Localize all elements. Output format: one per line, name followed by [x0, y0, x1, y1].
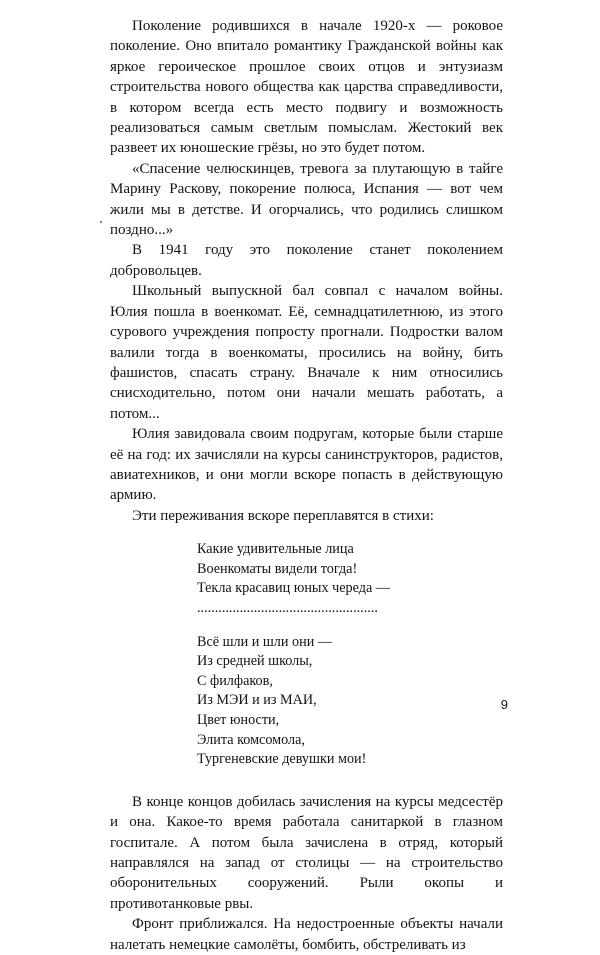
poem-line: Цвет юности,: [197, 711, 280, 728]
poem-line: С филфаков,: [197, 672, 273, 689]
paragraph-poem-intro: Эти переживания вскоре переплавятся в стихи:: [132, 507, 434, 524]
paragraph-quote-chelyuskin: «Спасение челюскинцев, тревога за плутающую в тайге Марину Раскову, покорение полюса, Испания — вот чем жили мы в детстве. И огорчались, что родились слишком поздно...»: [110, 160, 503, 239]
paragraph-envy-friends: Юлия завидовала своим подругам, которые были старше её на год: их зачисляли на курсы санинструкторов, радистов, авиатехников, и они могли вскоре попасть в действующую армию.: [110, 426, 503, 504]
paragraph-front-approaching: Фронт приближался. На недостроенные объекты начали налетать немецкие самолёты, бомбить, обстреливать из: [110, 916, 503, 953]
poem-line: Военкоматы видели тогда!: [197, 560, 358, 577]
poem-line: Из МЭИ и из МАИ,: [197, 692, 317, 709]
poem-ellipsis-line: ...................................................: [197, 599, 378, 616]
paragraph-graduation-ball: Школьный выпускной бал совпал с началом войны. Юлия пошла в военкомат. Её, семнадцатилетнюю, из этого сурового учреждения попросту прогнали. Подростки валом валили тогда в военкоматы, просились на войну, бить фашистов, спасать страну. Вначале к ним относились снисходительно, потом они начали мешать работать, а потом...: [110, 283, 503, 422]
poem-line: Элита комсомола,: [197, 731, 305, 748]
poem-line: Из средней школы,: [197, 653, 313, 670]
poem-line: Тургеневские девушки мои!: [197, 751, 367, 768]
poem-line: Всё шли и шли они —: [197, 633, 333, 650]
page-number: 9: [500, 697, 508, 712]
poem: [197, 540, 503, 770]
paragraph-generation-1920s: Поколение родившихся в начале 1920-х — роковое поколение. Оно впитало романтику Гражданской войны как яркое героическое прошлое своих отцов и энтузиазм строительства нового общества как царства справедливости, в котором всегда есть место подвигу и возможность реализоваться самым светлым помыслам. Жестокий век развеет их юношеские грёзы, но это будет потом.: [110, 18, 503, 157]
page-body: [110, 16, 503, 955]
paragraph-nurse-courses: В конце концов добилась зачисления на курсы медсестёр и она. Какое-то время работала санитаркой в глазном госпитале. А потом была зачислена в отряд, который направлялся на запад от столицы — на строительство оборонительных сооружений. Рыли окопы и противотанковые рвы.: [110, 793, 503, 912]
poem-line: Текла красавиц юных череда —: [197, 580, 390, 597]
scan-speck: [100, 221, 102, 223]
paragraph-1941-volunteers: В 1941 году это поколение станет поколением добровольцев.: [110, 242, 503, 279]
poem-line: Какие удивительные лица: [197, 541, 354, 558]
stanza-gap: [197, 619, 503, 633]
